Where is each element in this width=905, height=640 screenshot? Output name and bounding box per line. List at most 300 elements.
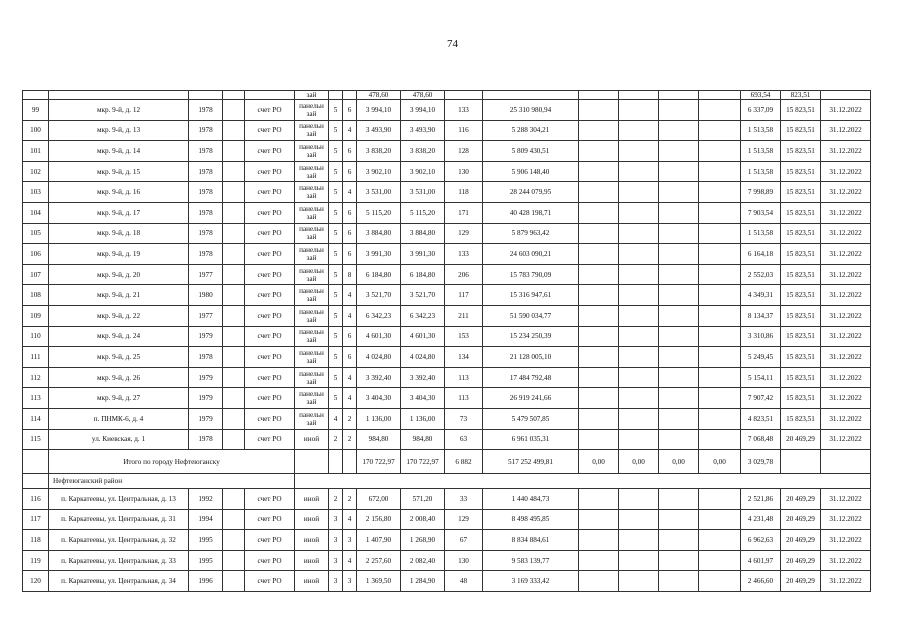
cell-year: 1977 bbox=[189, 264, 223, 285]
cell-repair-cost: 5 479 507,85 bbox=[483, 408, 579, 429]
cell-v4 bbox=[699, 388, 741, 409]
cell-wall-material: панельн зай bbox=[295, 285, 329, 306]
housing-register-table bbox=[22, 90, 871, 592]
cell-limit-cost: 823,51 bbox=[781, 91, 821, 100]
cell-v4 bbox=[699, 530, 741, 551]
table-row bbox=[23, 91, 871, 100]
cell-area-total: 3 404,30 bbox=[357, 388, 401, 409]
cell-floors: 5 bbox=[329, 264, 343, 285]
cell-blank-col bbox=[223, 326, 245, 347]
cell-v4 bbox=[699, 161, 741, 182]
cell-area-total: 672,00 bbox=[357, 489, 401, 510]
total-v4: 0,00 bbox=[699, 450, 741, 474]
cell-year: 1979 bbox=[189, 388, 223, 409]
cell-wall-material bbox=[295, 450, 329, 474]
cell-year: 1978 bbox=[189, 347, 223, 368]
cell-v1 bbox=[579, 285, 619, 306]
cell-residents: 171 bbox=[445, 202, 483, 223]
cell-v1 bbox=[579, 182, 619, 203]
total-cost: 517 252 499,81 bbox=[483, 450, 579, 474]
total-residents: 6 882 bbox=[445, 450, 483, 474]
cell-area-total: 2 257,60 bbox=[357, 550, 401, 571]
cell-blank-col bbox=[223, 388, 245, 409]
cell-wall-material: панельн зай bbox=[295, 388, 329, 409]
cell-deadline: 31.12.2022 bbox=[821, 347, 871, 368]
cell-row-number bbox=[23, 474, 49, 489]
cell-row-number: 101 bbox=[23, 141, 49, 162]
cell-specific-cost: 693,54 bbox=[741, 91, 781, 100]
cell-wall-material: панельн зай bbox=[295, 408, 329, 429]
cell-floors: 5 bbox=[329, 223, 343, 244]
cell-residents: 73 bbox=[445, 408, 483, 429]
cell-residents: 130 bbox=[445, 550, 483, 571]
cell-limit-cost: 20 469,29 bbox=[781, 509, 821, 530]
cell-area-living: 3 884,80 bbox=[401, 223, 445, 244]
cell-v2 bbox=[619, 285, 659, 306]
total-area-total: 170 722,97 bbox=[357, 450, 401, 474]
cell-residents: 118 bbox=[445, 182, 483, 203]
cell-entrances: 4 bbox=[343, 509, 357, 530]
cell-floors: 5 bbox=[329, 305, 343, 326]
cell-row-number: 99 bbox=[23, 100, 49, 121]
table-row bbox=[23, 550, 871, 571]
table-row bbox=[23, 223, 871, 244]
cell-year: 1978 bbox=[189, 429, 223, 450]
cell-blank-col bbox=[223, 223, 245, 244]
cell-row-number: 107 bbox=[23, 264, 49, 285]
total-row bbox=[23, 450, 871, 474]
cell-address: мкр. 9-й, д. 20 bbox=[49, 264, 189, 285]
cell-area-living: 6 184,80 bbox=[401, 264, 445, 285]
cell-specific-cost: 2 466,60 bbox=[741, 571, 781, 592]
cell-limit-cost: 20 469,29 bbox=[781, 571, 821, 592]
cell-area-total: 1 407,90 bbox=[357, 530, 401, 551]
cell-fund-method: счет РО bbox=[245, 408, 295, 429]
cell-limit-cost: 15 823,51 bbox=[781, 326, 821, 347]
cell-entrances: 2 bbox=[343, 489, 357, 510]
cell-area-living: 3 838,20 bbox=[401, 141, 445, 162]
cell-address: мкр. 9-й, д. 18 bbox=[49, 223, 189, 244]
cell-fund-method bbox=[245, 91, 295, 100]
cell-area-total: 3 994,10 bbox=[357, 100, 401, 121]
cell-fund-method: счет РО bbox=[245, 202, 295, 223]
cell-residents: 153 bbox=[445, 326, 483, 347]
cell-wall-material: иной bbox=[295, 530, 329, 551]
cell-deadline: 31.12.2022 bbox=[821, 408, 871, 429]
cell-v4 bbox=[699, 100, 741, 121]
cell-v1 bbox=[579, 264, 619, 285]
cell-floors: 5 bbox=[329, 161, 343, 182]
cell-address: п. Каркатеевы, ул. Центральная, д. 31 bbox=[49, 509, 189, 530]
cell-year: 1978 bbox=[189, 161, 223, 182]
cell-deadline bbox=[821, 91, 871, 100]
total-v3: 0,00 bbox=[659, 450, 699, 474]
cell-address: мкр. 9-й, д. 15 bbox=[49, 161, 189, 182]
cell-address: п. ПНМК-6, д. 4 bbox=[49, 408, 189, 429]
cell-address: мкр. 9-й, д. 27 bbox=[49, 388, 189, 409]
cell-wall-material: иной bbox=[295, 509, 329, 530]
cell-year bbox=[189, 91, 223, 100]
cell-v3 bbox=[659, 489, 699, 510]
cell-deadline: 31.12.2022 bbox=[821, 388, 871, 409]
cell-blank-col bbox=[223, 285, 245, 306]
cell-residents: 67 bbox=[445, 530, 483, 551]
cell-fund-method: счет РО bbox=[245, 305, 295, 326]
cell-floors bbox=[329, 91, 343, 100]
cell-address: мкр. 9-й, д. 24 bbox=[49, 326, 189, 347]
cell-wall-material: панельн зай bbox=[295, 223, 329, 244]
cell-limit-cost: 15 823,51 bbox=[781, 244, 821, 265]
table-row bbox=[23, 120, 871, 141]
district-blank bbox=[295, 474, 871, 489]
cell-year: 1978 bbox=[189, 141, 223, 162]
cell-deadline: 31.12.2022 bbox=[821, 550, 871, 571]
cell-area-total: 984,80 bbox=[357, 429, 401, 450]
cell-repair-cost: 6 961 035,31 bbox=[483, 429, 579, 450]
cell-v2 bbox=[619, 509, 659, 530]
cell-floors: 5 bbox=[329, 120, 343, 141]
cell-v2 bbox=[619, 489, 659, 510]
cell-blank-col bbox=[223, 571, 245, 592]
cell-wall-material: иной bbox=[295, 489, 329, 510]
cell-address: п. Каркатеевы, ул. Центральная, д. 32 bbox=[49, 530, 189, 551]
cell-v3 bbox=[659, 100, 699, 121]
cell-specific-cost: 4 231,48 bbox=[741, 509, 781, 530]
cell-blank-col bbox=[223, 509, 245, 530]
cell-row-number: 104 bbox=[23, 202, 49, 223]
cell-year: 1978 bbox=[189, 100, 223, 121]
cell-fund-method: счет РО bbox=[245, 100, 295, 121]
cell-area-living: 6 342,23 bbox=[401, 305, 445, 326]
cell-specific-cost: 7 903,54 bbox=[741, 202, 781, 223]
cell-row-number bbox=[23, 450, 49, 474]
cell-deadline: 31.12.2022 bbox=[821, 141, 871, 162]
cell-v3 bbox=[659, 326, 699, 347]
cell-v1 bbox=[579, 120, 619, 141]
cell-deadline bbox=[821, 450, 871, 474]
cell-entrances: 6 bbox=[343, 347, 357, 368]
cell-v3 bbox=[659, 530, 699, 551]
total-v2: 0,00 bbox=[619, 450, 659, 474]
cell-specific-cost: 1 513,58 bbox=[741, 161, 781, 182]
cell-blank-col bbox=[223, 367, 245, 388]
cell-entrances: 4 bbox=[343, 388, 357, 409]
cell-v1 bbox=[579, 367, 619, 388]
cell-v4 bbox=[699, 326, 741, 347]
cell-v4 bbox=[699, 120, 741, 141]
cell-fund-method: счет РО bbox=[245, 285, 295, 306]
cell-floors: 5 bbox=[329, 388, 343, 409]
cell-entrances: 6 bbox=[343, 202, 357, 223]
cell-v2 bbox=[619, 141, 659, 162]
cell-wall-material: панельн зай bbox=[295, 182, 329, 203]
cell-specific-cost: 7 998,89 bbox=[741, 182, 781, 203]
cell-limit-cost: 15 823,51 bbox=[781, 161, 821, 182]
cell-repair-cost: 28 244 079,95 bbox=[483, 182, 579, 203]
cell-wall-material: панельн зай bbox=[295, 100, 329, 121]
cell-v1 bbox=[579, 305, 619, 326]
cell-residents: 113 bbox=[445, 388, 483, 409]
cell-v2 bbox=[619, 182, 659, 203]
cell-residents: 133 bbox=[445, 244, 483, 265]
cell-year: 1979 bbox=[189, 408, 223, 429]
cell-fund-method: счет РО bbox=[245, 367, 295, 388]
cell-v4 bbox=[699, 509, 741, 530]
cell-address: п. Каркатеевы, ул. Центральная, д. 13 bbox=[49, 489, 189, 510]
cell-year: 1995 bbox=[189, 530, 223, 551]
cell-area-living: 3 493,90 bbox=[401, 120, 445, 141]
cell-address: мкр. 9-й, д. 25 bbox=[49, 347, 189, 368]
cell-residents: 63 bbox=[445, 429, 483, 450]
table-row bbox=[23, 161, 871, 182]
cell-deadline: 31.12.2022 bbox=[821, 509, 871, 530]
cell-wall-material: панельн зай bbox=[295, 347, 329, 368]
cell-row-number: 119 bbox=[23, 550, 49, 571]
cell-fund-method: счет РО bbox=[245, 571, 295, 592]
cell-v1 bbox=[579, 571, 619, 592]
cell-limit-cost: 15 823,51 bbox=[781, 223, 821, 244]
cell-specific-cost: 2 552,03 bbox=[741, 264, 781, 285]
cell-v3 bbox=[659, 429, 699, 450]
cell-limit-cost: 20 469,29 bbox=[781, 489, 821, 510]
cell-blank-col bbox=[223, 120, 245, 141]
cell-blank-col bbox=[223, 489, 245, 510]
cell-area-total: 3 521,70 bbox=[357, 285, 401, 306]
cell-v1 bbox=[579, 161, 619, 182]
table-row bbox=[23, 244, 871, 265]
cell-floors: 3 bbox=[329, 509, 343, 530]
cell-v2 bbox=[619, 550, 659, 571]
cell-row-number: 102 bbox=[23, 161, 49, 182]
total-label: Итого по городу Нефтеюганску bbox=[49, 450, 295, 474]
table-row bbox=[23, 429, 871, 450]
cell-residents bbox=[445, 91, 483, 100]
cell-area-total: 3 531,00 bbox=[357, 182, 401, 203]
cell-residents: 128 bbox=[445, 141, 483, 162]
cell-limit-cost: 20 469,29 bbox=[781, 429, 821, 450]
cell-year: 1978 bbox=[189, 244, 223, 265]
cell-floors: 5 bbox=[329, 347, 343, 368]
cell-v1 bbox=[579, 244, 619, 265]
cell-deadline: 31.12.2022 bbox=[821, 367, 871, 388]
cell-v3 bbox=[659, 408, 699, 429]
cell-v3 bbox=[659, 202, 699, 223]
cell-v3 bbox=[659, 571, 699, 592]
cell-v3 bbox=[659, 264, 699, 285]
cell-wall-material: иной bbox=[295, 571, 329, 592]
cell-residents: 130 bbox=[445, 161, 483, 182]
cell-wall-material: панельн зай bbox=[295, 120, 329, 141]
cell-wall-material: панельн зай bbox=[295, 202, 329, 223]
cell-row-number: 103 bbox=[23, 182, 49, 203]
cell-v3 bbox=[659, 223, 699, 244]
cell-area-living: 3 521,70 bbox=[401, 285, 445, 306]
cell-blank-col bbox=[223, 244, 245, 265]
cell-address: п. Каркатеевы, ул. Центральная, д. 34 bbox=[49, 571, 189, 592]
cell-blank-col bbox=[223, 141, 245, 162]
cell-repair-cost: 17 484 792,48 bbox=[483, 367, 579, 388]
cell-address: мкр. 9-й, д. 14 bbox=[49, 141, 189, 162]
cell-deadline: 31.12.2022 bbox=[821, 489, 871, 510]
cell-row-number: 113 bbox=[23, 388, 49, 409]
cell-v3 bbox=[659, 120, 699, 141]
cell-v2 bbox=[619, 100, 659, 121]
cell-limit-cost: 15 823,51 bbox=[781, 202, 821, 223]
cell-v1 bbox=[579, 489, 619, 510]
cell-limit-cost: 20 469,29 bbox=[781, 550, 821, 571]
cell-v2 bbox=[619, 202, 659, 223]
cell-v1 bbox=[579, 408, 619, 429]
cell-area-living: 1 136,00 bbox=[401, 408, 445, 429]
cell-year: 1979 bbox=[189, 367, 223, 388]
cell-entrances bbox=[343, 450, 357, 474]
total-v1: 0,00 bbox=[579, 450, 619, 474]
cell-deadline: 31.12.2022 bbox=[821, 571, 871, 592]
table-body bbox=[23, 91, 871, 592]
cell-limit-cost: 15 823,51 bbox=[781, 285, 821, 306]
cell-entrances: 4 bbox=[343, 550, 357, 571]
cell-specific-cost: 3 310,86 bbox=[741, 326, 781, 347]
cell-repair-cost: 9 583 139,77 bbox=[483, 550, 579, 571]
cell-address: мкр. 9-й, д. 12 bbox=[49, 100, 189, 121]
cell-specific-cost: 1 513,58 bbox=[741, 141, 781, 162]
cell-v4 bbox=[699, 264, 741, 285]
cell-area-total: 3 991,30 bbox=[357, 244, 401, 265]
cell-specific-cost: 5 154,11 bbox=[741, 367, 781, 388]
cell-floors: 5 bbox=[329, 285, 343, 306]
cell-v2 bbox=[619, 388, 659, 409]
cell-specific-cost: 2 521,86 bbox=[741, 489, 781, 510]
cell-repair-cost: 1 440 484,73 bbox=[483, 489, 579, 510]
cell-v1 bbox=[579, 347, 619, 368]
cell-row-number bbox=[23, 91, 49, 100]
cell-floors: 5 bbox=[329, 244, 343, 265]
cell-floors bbox=[329, 450, 343, 474]
cell-floors: 5 bbox=[329, 367, 343, 388]
cell-floors: 5 bbox=[329, 182, 343, 203]
cell-area-total: 3 392,40 bbox=[357, 367, 401, 388]
cell-v2 bbox=[619, 91, 659, 100]
cell-entrances: 6 bbox=[343, 161, 357, 182]
cell-area-total: 1 136,00 bbox=[357, 408, 401, 429]
table-row bbox=[23, 530, 871, 551]
cell-row-number: 112 bbox=[23, 367, 49, 388]
table-row bbox=[23, 100, 871, 121]
cell-area-living: 2 008,40 bbox=[401, 509, 445, 530]
cell-v3 bbox=[659, 285, 699, 306]
cell-wall-material: панельн зай bbox=[295, 244, 329, 265]
cell-deadline: 31.12.2022 bbox=[821, 223, 871, 244]
cell-v4 bbox=[699, 182, 741, 203]
cell-v3 bbox=[659, 367, 699, 388]
cell-year: 1978 bbox=[189, 120, 223, 141]
cell-repair-cost: 25 310 980,94 bbox=[483, 100, 579, 121]
cell-year: 1978 bbox=[189, 182, 223, 203]
cell-floors: 2 bbox=[329, 489, 343, 510]
cell-wall-material: панельн зай bbox=[295, 141, 329, 162]
cell-v2 bbox=[619, 429, 659, 450]
cell-v4 bbox=[699, 429, 741, 450]
cell-address: ул. Киевская, д. 1 bbox=[49, 429, 189, 450]
cell-floors: 5 bbox=[329, 100, 343, 121]
cell-area-living: 3 991,30 bbox=[401, 244, 445, 265]
cell-address: мкр. 9-й, д. 13 bbox=[49, 120, 189, 141]
cell-row-number: 100 bbox=[23, 120, 49, 141]
table-row bbox=[23, 182, 871, 203]
cell-deadline: 31.12.2022 bbox=[821, 182, 871, 203]
cell-deadline: 31.12.2022 bbox=[821, 202, 871, 223]
cell-area-living: 3 994,10 bbox=[401, 100, 445, 121]
cell-wall-material: панельн зай bbox=[295, 161, 329, 182]
cell-v1 bbox=[579, 141, 619, 162]
cell-v4 bbox=[699, 489, 741, 510]
cell-floors: 5 bbox=[329, 141, 343, 162]
cell-entrances: 2 bbox=[343, 429, 357, 450]
cell-fund-method: счет РО bbox=[245, 550, 295, 571]
table-row bbox=[23, 408, 871, 429]
cell-area-living: 1 268,90 bbox=[401, 530, 445, 551]
cell-wall-material: панельн зай bbox=[295, 367, 329, 388]
table-row bbox=[23, 347, 871, 368]
cell-specific-cost: 5 249,45 bbox=[741, 347, 781, 368]
cell-repair-cost bbox=[483, 91, 579, 100]
cell-v2 bbox=[619, 244, 659, 265]
cell-blank-col bbox=[223, 408, 245, 429]
district-label: Нефтеюганский район bbox=[49, 474, 295, 489]
cell-repair-cost: 5 906 148,40 bbox=[483, 161, 579, 182]
cell-entrances bbox=[343, 91, 357, 100]
cell-repair-cost: 26 919 241,66 bbox=[483, 388, 579, 409]
cell-limit-cost: 15 823,51 bbox=[781, 182, 821, 203]
cell-row-number: 109 bbox=[23, 305, 49, 326]
cell-year: 1995 bbox=[189, 550, 223, 571]
cell-v3 bbox=[659, 161, 699, 182]
cell-specific-cost: 1 513,58 bbox=[741, 223, 781, 244]
cell-floors: 2 bbox=[329, 429, 343, 450]
cell-repair-cost: 15 316 947,61 bbox=[483, 285, 579, 306]
cell-v2 bbox=[619, 120, 659, 141]
cell-v4 bbox=[699, 550, 741, 571]
cell-v2 bbox=[619, 530, 659, 551]
cell-row-number: 115 bbox=[23, 429, 49, 450]
cell-row-number: 120 bbox=[23, 571, 49, 592]
cell-v4 bbox=[699, 571, 741, 592]
cell-repair-cost: 8 498 495,85 bbox=[483, 509, 579, 530]
cell-fund-method: счет РО bbox=[245, 489, 295, 510]
cell-v3 bbox=[659, 550, 699, 571]
cell-entrances: 4 bbox=[343, 182, 357, 203]
cell-residents: 48 bbox=[445, 571, 483, 592]
cell-address bbox=[49, 91, 189, 100]
cell-v2 bbox=[619, 408, 659, 429]
cell-limit-cost: 15 823,51 bbox=[781, 141, 821, 162]
cell-area-total: 6 342,23 bbox=[357, 305, 401, 326]
table-row bbox=[23, 571, 871, 592]
cell-blank-col bbox=[223, 429, 245, 450]
cell-wall-material: иной bbox=[295, 429, 329, 450]
cell-repair-cost: 51 590 034,77 bbox=[483, 305, 579, 326]
cell-area-living: 4 601,30 bbox=[401, 326, 445, 347]
cell-year: 1992 bbox=[189, 489, 223, 510]
cell-entrances: 3 bbox=[343, 530, 357, 551]
cell-deadline: 31.12.2022 bbox=[821, 429, 871, 450]
cell-residents: 129 bbox=[445, 509, 483, 530]
cell-area-total: 478,60 bbox=[357, 91, 401, 100]
cell-repair-cost: 15 783 790,09 bbox=[483, 264, 579, 285]
cell-entrances: 6 bbox=[343, 244, 357, 265]
cell-v1 bbox=[579, 326, 619, 347]
cell-entrances: 2 bbox=[343, 408, 357, 429]
